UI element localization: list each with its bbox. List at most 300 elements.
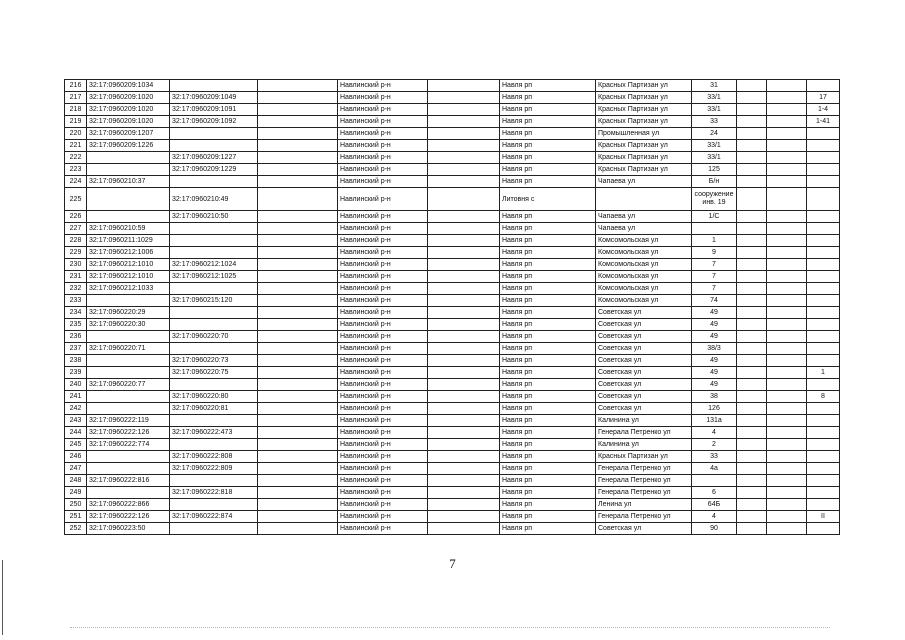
row-number-text: 222 bbox=[69, 154, 82, 161]
blank-cell bbox=[767, 283, 807, 295]
street-cell bbox=[596, 523, 692, 535]
blank-cell bbox=[737, 211, 767, 223]
row-number-text: 231 bbox=[69, 273, 82, 280]
street-cell bbox=[596, 295, 692, 307]
district-cell bbox=[338, 319, 428, 331]
locality-cell bbox=[500, 463, 596, 475]
street-cell-text: Советская ул bbox=[598, 381, 642, 388]
locality-cell-text: Навля рп bbox=[502, 118, 533, 125]
blank-cell bbox=[737, 104, 767, 116]
street-cell bbox=[596, 355, 692, 367]
row-number-text: 250 bbox=[69, 501, 82, 508]
house-number-text: 90 bbox=[710, 525, 718, 532]
blank-cell bbox=[737, 343, 767, 355]
linked-cadastral-number bbox=[170, 499, 258, 511]
district-cell bbox=[338, 367, 428, 379]
cadastral-number bbox=[87, 367, 170, 379]
blank-cell bbox=[258, 343, 338, 355]
blank-cell bbox=[737, 295, 767, 307]
street-cell-text: Чапаева ул bbox=[598, 225, 636, 232]
blank-cell bbox=[428, 128, 500, 140]
row-number-text: 237 bbox=[69, 345, 82, 352]
linked-cadastral-number bbox=[170, 176, 258, 188]
street-cell bbox=[596, 391, 692, 403]
district-cell bbox=[338, 247, 428, 259]
street-cell bbox=[596, 403, 692, 415]
flat-number bbox=[807, 391, 840, 403]
row-number-text: 221 bbox=[69, 142, 82, 149]
district-cell bbox=[338, 164, 428, 176]
house-number bbox=[692, 211, 737, 223]
cadastral-number bbox=[87, 319, 170, 331]
blank-cell bbox=[737, 80, 767, 92]
blank-cell bbox=[767, 247, 807, 259]
row-number bbox=[65, 367, 87, 379]
row-number bbox=[65, 176, 87, 188]
blank-cell bbox=[258, 379, 338, 391]
house-number bbox=[692, 164, 737, 176]
house-number bbox=[692, 367, 737, 379]
district-cell-text: Навлинский р-н bbox=[340, 345, 391, 352]
blank-cell bbox=[737, 403, 767, 415]
street-cell bbox=[596, 439, 692, 451]
blank-cell bbox=[767, 271, 807, 283]
street-cell bbox=[596, 415, 692, 427]
house-number-text: 49 bbox=[710, 381, 718, 388]
table-row bbox=[65, 487, 840, 499]
district-cell-text: Навлинский р-н bbox=[340, 393, 391, 400]
street-cell-text: Красных Партизан ул bbox=[598, 154, 668, 161]
district-cell-text: Навлинский р-н bbox=[340, 309, 391, 316]
table-row bbox=[65, 152, 840, 164]
blank-cell bbox=[737, 499, 767, 511]
property-registry-table bbox=[64, 79, 840, 535]
cadastral-number-text: 32:17:0960210:59 bbox=[89, 225, 146, 232]
house-number bbox=[692, 427, 737, 439]
blank-cell bbox=[258, 164, 338, 176]
house-number bbox=[692, 403, 737, 415]
house-number-text: Б/н bbox=[708, 178, 720, 185]
row-number-text: 217 bbox=[69, 94, 82, 101]
house-number bbox=[692, 152, 737, 164]
row-number-text: 249 bbox=[69, 489, 82, 496]
street-cell-text: Комсомольская ул bbox=[598, 237, 659, 244]
district-cell-text: Навлинский р-н bbox=[340, 429, 391, 436]
blank-cell bbox=[737, 235, 767, 247]
flat-number-text: 1-41 bbox=[815, 118, 830, 125]
row-number bbox=[65, 499, 87, 511]
blank-cell bbox=[258, 463, 338, 475]
linked-cadastral-number bbox=[170, 104, 258, 116]
blank-cell bbox=[428, 247, 500, 259]
cadastral-number bbox=[87, 439, 170, 451]
district-cell bbox=[338, 451, 428, 463]
table-row bbox=[65, 439, 840, 451]
street-cell bbox=[596, 319, 692, 331]
locality-cell bbox=[500, 140, 596, 152]
flat-number bbox=[807, 511, 840, 523]
house-number bbox=[692, 355, 737, 367]
house-number bbox=[692, 415, 737, 427]
district-cell-text: Навлинский р-н bbox=[340, 106, 391, 113]
cadastral-number-text: 32:17:0960222:816 bbox=[89, 477, 150, 484]
blank-cell bbox=[767, 319, 807, 331]
street-cell-text: Советская ул bbox=[598, 405, 642, 412]
flat-number bbox=[807, 523, 840, 535]
house-number-text: 33 bbox=[710, 453, 718, 460]
house-number-text: 33/1 bbox=[707, 106, 721, 113]
row-number-text: 216 bbox=[69, 82, 82, 89]
cadastral-number bbox=[87, 271, 170, 283]
table-row bbox=[65, 223, 840, 235]
cadastral-number bbox=[87, 403, 170, 415]
blank-cell bbox=[737, 140, 767, 152]
street-cell-text: Генерала Петренко ул bbox=[598, 429, 671, 436]
house-number bbox=[692, 247, 737, 259]
blank-cell bbox=[258, 367, 338, 379]
house-number-text: 4а bbox=[710, 465, 718, 472]
table-row bbox=[65, 391, 840, 403]
locality-cell-text: Навля рп bbox=[502, 130, 533, 137]
row-number bbox=[65, 427, 87, 439]
cadastral-number-text: 32:17:0960212:1006 bbox=[89, 249, 154, 256]
blank-cell bbox=[428, 188, 500, 211]
blank-cell bbox=[767, 80, 807, 92]
house-number bbox=[692, 140, 737, 152]
blank-cell bbox=[428, 116, 500, 128]
row-number bbox=[65, 439, 87, 451]
flat-number bbox=[807, 427, 840, 439]
house-number bbox=[692, 188, 737, 211]
locality-cell bbox=[500, 80, 596, 92]
district-cell-text: Навлинский р-н bbox=[340, 477, 391, 484]
house-number bbox=[692, 439, 737, 451]
district-cell-text: Навлинский р-н bbox=[340, 525, 391, 532]
linked-cadastral-number-text: 32:17:0960222:473 bbox=[172, 429, 233, 436]
district-cell bbox=[338, 379, 428, 391]
blank-cell bbox=[767, 235, 807, 247]
street-cell bbox=[596, 487, 692, 499]
row-number bbox=[65, 211, 87, 223]
blank-cell bbox=[737, 283, 767, 295]
row-number-text: 252 bbox=[69, 525, 82, 532]
row-number bbox=[65, 271, 87, 283]
linked-cadastral-number-text: 32:17:0960209:1229 bbox=[172, 166, 237, 173]
district-cell-text: Навлинский р-н bbox=[340, 249, 391, 256]
district-cell bbox=[338, 391, 428, 403]
table-row bbox=[65, 355, 840, 367]
blank-cell bbox=[767, 343, 807, 355]
linked-cadastral-number bbox=[170, 211, 258, 223]
locality-cell bbox=[500, 379, 596, 391]
blank-cell bbox=[258, 80, 338, 92]
cadastral-number bbox=[87, 499, 170, 511]
street-cell bbox=[596, 80, 692, 92]
flat-number bbox=[807, 475, 840, 487]
locality-cell bbox=[500, 295, 596, 307]
district-cell bbox=[338, 307, 428, 319]
linked-cadastral-number bbox=[170, 451, 258, 463]
street-cell bbox=[596, 271, 692, 283]
cadastral-number bbox=[87, 331, 170, 343]
street-cell-text: Генерала Петренко ул bbox=[598, 465, 671, 472]
table-row bbox=[65, 451, 840, 463]
flat-number bbox=[807, 403, 840, 415]
house-number bbox=[692, 343, 737, 355]
locality-cell-text: Навля рп bbox=[502, 261, 533, 268]
house-number-text: сооружение инв. 19 bbox=[694, 191, 734, 206]
street-cell-text: Красных Партизан ул bbox=[598, 94, 668, 101]
row-number-text: 218 bbox=[69, 106, 82, 113]
district-cell bbox=[338, 223, 428, 235]
flat-number bbox=[807, 164, 840, 176]
district-cell bbox=[338, 403, 428, 415]
flat-number bbox=[807, 379, 840, 391]
locality-cell bbox=[500, 176, 596, 188]
blank-cell bbox=[767, 403, 807, 415]
house-number-text: 74 bbox=[710, 297, 718, 304]
district-cell bbox=[338, 355, 428, 367]
blank-cell bbox=[767, 487, 807, 499]
linked-cadastral-number-text: 32:17:0960215:120 bbox=[172, 297, 233, 304]
linked-cadastral-number bbox=[170, 164, 258, 176]
blank-cell bbox=[767, 391, 807, 403]
street-cell-text: Красных Партизан ул bbox=[598, 82, 668, 89]
district-cell-text: Навлинский р-н bbox=[340, 154, 391, 161]
linked-cadastral-number bbox=[170, 331, 258, 343]
house-number-text: 2 bbox=[712, 441, 716, 448]
table-row bbox=[65, 475, 840, 487]
row-number-text: 229 bbox=[69, 249, 82, 256]
locality-cell-text: Навля рп bbox=[502, 345, 533, 352]
row-number-text: 242 bbox=[69, 405, 82, 412]
district-cell bbox=[338, 295, 428, 307]
locality-cell-text: Навля рп bbox=[502, 489, 533, 496]
street-cell bbox=[596, 307, 692, 319]
house-number bbox=[692, 235, 737, 247]
cadastral-number-text: 32:17:0960210:37 bbox=[89, 178, 146, 185]
blank-cell bbox=[258, 283, 338, 295]
house-number-text: 1 bbox=[712, 237, 716, 244]
house-number-text: 24 bbox=[710, 130, 718, 137]
blank-cell bbox=[428, 259, 500, 271]
blank-cell bbox=[428, 152, 500, 164]
district-cell-text: Навлинский р-н bbox=[340, 285, 391, 292]
cadastral-number-text: 32:17:0960209:1226 bbox=[89, 142, 154, 149]
flat-number bbox=[807, 247, 840, 259]
blank-cell bbox=[767, 511, 807, 523]
blank-cell bbox=[428, 319, 500, 331]
table-row bbox=[65, 116, 840, 128]
row-number bbox=[65, 475, 87, 487]
blank-cell bbox=[428, 176, 500, 188]
cadastral-number bbox=[87, 307, 170, 319]
street-cell bbox=[596, 247, 692, 259]
house-number-text: 49 bbox=[710, 321, 718, 328]
cadastral-number bbox=[87, 283, 170, 295]
cadastral-number-text: 32:17:0960222:866 bbox=[89, 501, 150, 508]
street-cell bbox=[596, 188, 692, 211]
cadastral-number bbox=[87, 116, 170, 128]
linked-cadastral-number-text: 32:17:0960220:75 bbox=[172, 369, 229, 376]
blank-cell bbox=[737, 331, 767, 343]
locality-cell-text: Навля рп bbox=[502, 178, 533, 185]
cadastral-number bbox=[87, 391, 170, 403]
linked-cadastral-number bbox=[170, 403, 258, 415]
blank-cell bbox=[428, 283, 500, 295]
flat-number bbox=[807, 188, 840, 211]
linked-cadastral-number bbox=[170, 128, 258, 140]
flat-number bbox=[807, 140, 840, 152]
flat-number bbox=[807, 331, 840, 343]
locality-cell bbox=[500, 451, 596, 463]
district-cell-text: Навлинский р-н bbox=[340, 82, 391, 89]
row-number bbox=[65, 343, 87, 355]
locality-cell bbox=[500, 128, 596, 140]
house-number-text: 38/3 bbox=[707, 345, 721, 352]
linked-cadastral-number bbox=[170, 271, 258, 283]
district-cell-text: Навлинский р-н bbox=[340, 405, 391, 412]
table-row bbox=[65, 427, 840, 439]
locality-cell-text: Навля рп bbox=[502, 333, 533, 340]
table-row bbox=[65, 271, 840, 283]
blank-cell bbox=[428, 271, 500, 283]
district-cell-text: Навлинский р-н bbox=[340, 333, 391, 340]
street-cell bbox=[596, 128, 692, 140]
street-cell-text: Ленина ул bbox=[598, 501, 632, 508]
street-cell-text: Чапаева ул bbox=[598, 178, 636, 185]
flat-number bbox=[807, 463, 840, 475]
locality-cell bbox=[500, 523, 596, 535]
linked-cadastral-number bbox=[170, 152, 258, 164]
flat-number bbox=[807, 259, 840, 271]
table-row bbox=[65, 511, 840, 523]
row-number bbox=[65, 247, 87, 259]
locality-cell-text: Навля рп bbox=[502, 525, 533, 532]
table-row bbox=[65, 164, 840, 176]
row-number bbox=[65, 511, 87, 523]
cadastral-number bbox=[87, 355, 170, 367]
blank-cell bbox=[737, 307, 767, 319]
row-number-text: 244 bbox=[69, 429, 82, 436]
flat-number bbox=[807, 415, 840, 427]
flat-number bbox=[807, 319, 840, 331]
district-cell-text: Навлинский р-н bbox=[340, 225, 391, 232]
cadastral-number bbox=[87, 176, 170, 188]
house-number bbox=[692, 475, 737, 487]
linked-cadastral-number bbox=[170, 355, 258, 367]
linked-cadastral-number-text: 32:17:0960210:50 bbox=[172, 213, 229, 220]
row-number-text: 228 bbox=[69, 237, 82, 244]
blank-cell bbox=[767, 116, 807, 128]
district-cell-text: Навлинский р-н bbox=[340, 142, 391, 149]
locality-cell-text: Навля рп bbox=[502, 213, 533, 220]
street-cell bbox=[596, 140, 692, 152]
house-number bbox=[692, 307, 737, 319]
blank-cell bbox=[737, 319, 767, 331]
blank-cell bbox=[737, 188, 767, 211]
row-number-text: 226 bbox=[69, 213, 82, 220]
table-row bbox=[65, 283, 840, 295]
street-cell bbox=[596, 331, 692, 343]
district-cell-text: Навлинский р-н bbox=[340, 441, 391, 448]
table-row bbox=[65, 188, 840, 211]
blank-cell bbox=[258, 319, 338, 331]
blank-cell bbox=[258, 259, 338, 271]
house-number bbox=[692, 104, 737, 116]
street-cell-text: Красных Партизан ул bbox=[598, 142, 668, 149]
district-cell-text: Навлинский р-н bbox=[340, 381, 391, 388]
locality-cell bbox=[500, 211, 596, 223]
street-cell bbox=[596, 427, 692, 439]
blank-cell bbox=[428, 487, 500, 499]
flat-number-text: 1 bbox=[821, 369, 825, 376]
linked-cadastral-number bbox=[170, 319, 258, 331]
flat-number bbox=[807, 223, 840, 235]
locality-cell-text: Навля рп bbox=[502, 82, 533, 89]
district-cell-text: Навлинский р-н bbox=[340, 369, 391, 376]
blank-cell bbox=[258, 104, 338, 116]
linked-cadastral-number bbox=[170, 343, 258, 355]
street-cell bbox=[596, 235, 692, 247]
district-cell-text: Навлинский р-н bbox=[340, 178, 391, 185]
locality-cell-text: Литовня с bbox=[502, 195, 535, 203]
blank-cell bbox=[258, 176, 338, 188]
blank-cell bbox=[258, 475, 338, 487]
linked-cadastral-number bbox=[170, 463, 258, 475]
locality-cell-text: Навля рп bbox=[502, 142, 533, 149]
table-row bbox=[65, 295, 840, 307]
cadastral-number bbox=[87, 223, 170, 235]
street-cell bbox=[596, 259, 692, 271]
street-cell bbox=[596, 176, 692, 188]
row-number bbox=[65, 403, 87, 415]
table-row bbox=[65, 211, 840, 223]
row-number bbox=[65, 104, 87, 116]
street-cell-text: Комсомольская ул bbox=[598, 285, 659, 292]
row-number bbox=[65, 355, 87, 367]
blank-cell bbox=[258, 128, 338, 140]
district-cell bbox=[338, 235, 428, 247]
locality-cell-text: Навля рп bbox=[502, 309, 533, 316]
linked-cadastral-number bbox=[170, 427, 258, 439]
locality-cell-text: Навля рп bbox=[502, 249, 533, 256]
cadastral-number bbox=[87, 104, 170, 116]
row-number-text: 239 bbox=[69, 369, 82, 376]
street-cell-text: Советская ул bbox=[598, 309, 642, 316]
house-number bbox=[692, 331, 737, 343]
flat-number bbox=[807, 283, 840, 295]
blank-cell bbox=[767, 451, 807, 463]
row-number bbox=[65, 307, 87, 319]
flat-number bbox=[807, 355, 840, 367]
blank-cell bbox=[258, 211, 338, 223]
locality-cell bbox=[500, 223, 596, 235]
blank-cell bbox=[767, 128, 807, 140]
blank-cell bbox=[428, 427, 500, 439]
street-cell-text: Красных Партизан ул bbox=[598, 453, 668, 460]
blank-cell bbox=[767, 188, 807, 211]
blank-cell bbox=[258, 403, 338, 415]
locality-cell bbox=[500, 475, 596, 487]
linked-cadastral-number bbox=[170, 379, 258, 391]
locality-cell bbox=[500, 319, 596, 331]
cadastral-number bbox=[87, 211, 170, 223]
district-cell bbox=[338, 463, 428, 475]
locality-cell bbox=[500, 355, 596, 367]
locality-cell bbox=[500, 487, 596, 499]
street-cell bbox=[596, 283, 692, 295]
